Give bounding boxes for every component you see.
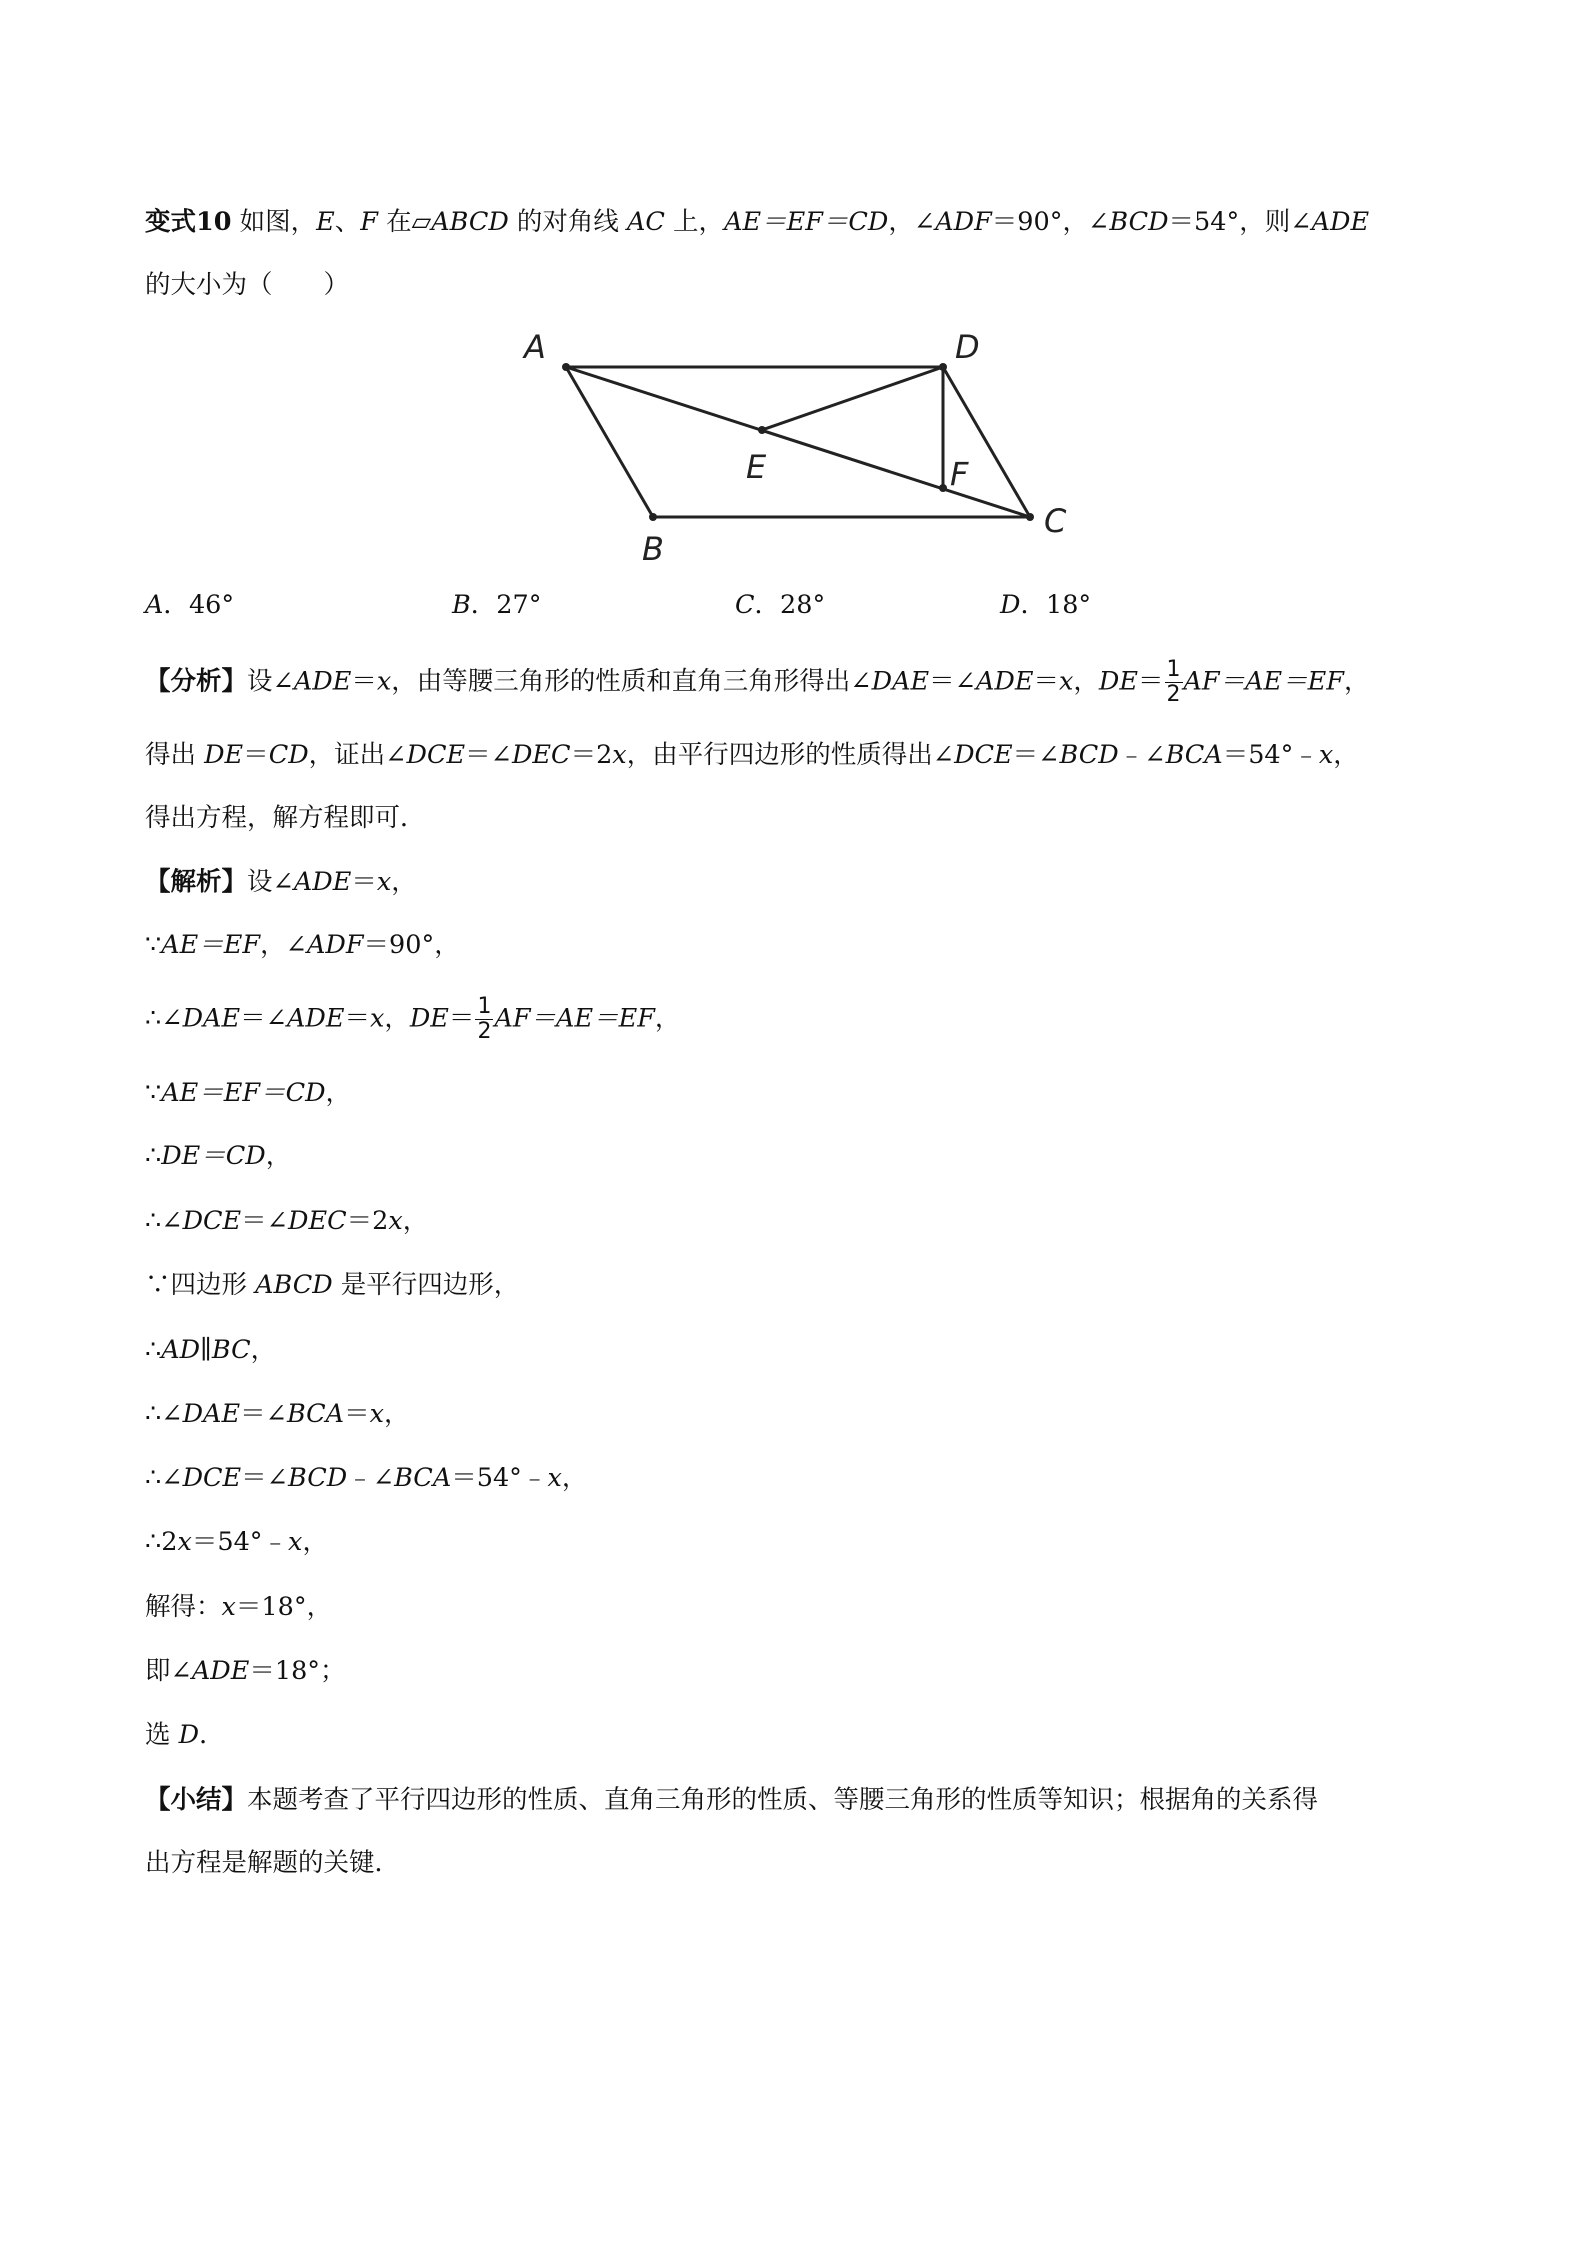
s-text: ＝∠ [240,1003,287,1034]
q-text: 如图， [239,207,317,237]
label-e: E [746,448,767,486]
s-text: 即∠ [145,1656,192,1686]
s-var: ADE [286,1003,345,1034]
a-var: DEC [511,740,571,770]
option-value: 46° [188,590,235,620]
a-text: ＝∠ [929,666,977,697]
q-var: AE＝EF＝CD [724,207,889,237]
s-text: ＝18°； [249,1656,346,1686]
option-d [1000,588,1091,622]
a-var: DCE [954,740,1013,770]
point-c [1026,513,1034,521]
s-var: x [288,1527,303,1557]
s-var: ADF [306,930,364,960]
s-text: ∴∠ [145,1463,183,1493]
s-var: DE [409,1003,449,1034]
label-f: F [950,455,969,493]
a-text: ﹣∠ [1118,740,1166,770]
parallelogram-icon: ▱ [411,207,432,237]
a-text: 得出 [145,740,205,770]
a-text: ，由平行四边形的性质得出∠ [626,740,955,770]
solution-line-6 [145,1204,428,1238]
s-var: AE＝EF＝CD [161,1078,326,1108]
s-text: ﹣∠ [347,1463,395,1493]
a-var: x [1059,666,1074,697]
option-sep: ． [1020,590,1046,620]
s-text: ∴ [145,1141,162,1171]
a-text: ，由等腰三角形的性质和直角三角形得出∠ [391,666,872,697]
a-var: x [612,740,627,770]
a-var: x [376,666,392,697]
s-text: ∵ [145,930,162,960]
s-text: ＝ [344,1003,370,1034]
solution-line-12 [145,1590,332,1624]
a-var: BCA [1165,740,1223,770]
s-text: ， [265,1141,292,1171]
s-var: BCA [394,1463,452,1493]
s-text: ＝54°﹣ [451,1463,548,1493]
s-text: ∴2 [145,1527,178,1557]
s-text: ， [325,1078,352,1108]
fraction-denominator: 2 [477,1019,492,1044]
s-text: ∴ [145,1335,162,1365]
point-a [562,363,570,371]
a-text: ＝∠ [465,740,512,770]
point-e [758,426,766,434]
s-text: ， [561,1463,588,1493]
s-var: AE＝EF [161,930,261,960]
s-var: ADE [293,867,352,897]
s-text: ＝ [351,867,377,897]
option-value: 18° [1045,590,1092,620]
solution-line-13 [145,1654,346,1688]
option-letter: C [735,590,755,620]
s-var: x [369,1399,384,1429]
s-text: 解得： [145,1592,222,1622]
a-text: ， [1333,740,1359,770]
s-text: ＝ [344,1399,370,1429]
q-text: ，∠ [888,207,936,237]
q-text: 上， [664,207,725,237]
point-d [939,363,947,371]
question-line-2: 的大小为（ ） [145,270,350,300]
s-var: x [369,1003,385,1034]
geometry-figure [500,310,1100,580]
option-sep: ． [470,590,497,620]
option-sep: ． [754,590,781,620]
solution-line-3 [145,995,680,1044]
s-text: ＝90°， [363,930,460,960]
a-text: ， [1343,666,1370,697]
segment-de [762,367,943,430]
s-var: ABCD [255,1270,333,1300]
s-var: BCA [286,1399,345,1429]
option-letter: B [452,590,471,620]
s-var: x [376,867,392,897]
point-f [939,484,947,492]
solution-line-1 [145,865,417,899]
a-var: x [1318,740,1334,770]
a-text: 设∠ [247,666,294,697]
label-a: A [524,328,546,366]
s-var: D [178,1720,200,1750]
s-text: ＝ [448,1003,475,1034]
s-var: DCE [182,1206,242,1236]
s-var: DAE [182,1399,241,1429]
solution-line-4 [145,1076,351,1110]
s-var: DAE [182,1003,241,1034]
s-var: DCE [182,1463,242,1493]
a-text: ＝ [1137,666,1164,697]
s-var: x [388,1206,403,1236]
option-sep: ． [163,590,189,620]
s-text: 设∠ [247,867,294,897]
q-text: ＝54°，则∠ [1168,207,1312,237]
s-var: DE＝CD [161,1141,266,1171]
s-text: ， [384,1399,410,1429]
label-d: D [955,328,980,366]
s-var: x [221,1592,236,1622]
a-text: ＝2 [570,740,613,770]
a-text: ，证出∠ [308,740,407,770]
a-text: ＝54°﹣ [1222,740,1319,770]
summary-tag: 【小结】 [145,1785,248,1815]
option-a [145,588,234,622]
q-text: 、 [334,207,361,237]
s-var: ADE [191,1656,250,1686]
s-text: ． [199,1720,225,1750]
q-var: BCD [1109,207,1169,237]
solution-line-9 [145,1397,410,1431]
option-letter: D [1000,590,1021,620]
a-var: DCE [406,740,466,770]
q-var: ADE [1311,207,1370,237]
s-text: ＝∠ [241,1463,289,1493]
option-letter: A [145,590,164,620]
q-text: ＝90°，∠ [991,207,1110,237]
point-b [649,513,657,521]
option-value: 28° [780,590,826,620]
label-c: C [1044,502,1067,540]
s-text: ， [402,1206,429,1236]
solution-line-8 [145,1333,276,1367]
s-text: ，∠ [260,930,307,960]
a-var: DE [204,740,244,770]
a-var: AF＝AE＝EF [1183,666,1344,697]
question-label: 变式10 [145,207,232,237]
q-text: 在 [377,207,412,237]
s-text: ， [654,1003,681,1034]
q-var: ADF [935,207,992,237]
s-text: ， [250,1335,277,1365]
q-text: 的对角线 [508,207,628,237]
s-var: x [547,1463,562,1493]
q-var: ABCD [431,207,509,237]
fraction-numerator: 1 [1166,657,1181,682]
solution-tag: 【解析】 [145,867,248,897]
s-var: AD∥BC [161,1335,251,1365]
fraction-half [475,995,493,1044]
option-value: 27° [496,590,542,620]
s-text: ， [391,867,417,897]
a-text: ＝∠ [1012,740,1060,770]
q-var: E [316,207,335,237]
s-text: ＝∠ [240,1399,287,1429]
solution-line-14 [145,1718,225,1752]
solution-line-7 [145,1268,519,1302]
s-text: ∵ [145,1078,162,1108]
q-var: AC [627,207,665,237]
s-var: x [177,1527,192,1557]
a-var: ADE [293,666,352,697]
a-text: ＝ [243,740,269,770]
a-var: DAE [871,666,930,697]
s-text: 是平行四边形， [332,1270,520,1300]
option-c [735,588,825,622]
solution-line-5 [145,1139,291,1173]
s-text: ， [384,1003,410,1034]
s-text: ＝2 [346,1206,389,1236]
summary-text: 本题考查了平行四边形的性质、直角三角形的性质、等腰三角形的性质等知识；根据角的关系得 [247,1785,1319,1815]
solution-line-10 [145,1461,587,1495]
analysis-line-3: 得出方程，解方程即可． [145,803,426,833]
s-text: ＝18°， [235,1592,333,1622]
solution-line-2 [145,928,460,962]
s-text: ， [302,1527,328,1557]
s-text: ＝54°﹣ [191,1527,289,1557]
label-b: B [642,530,664,568]
a-var: BCD [1059,740,1119,770]
a-var: ADE [976,666,1034,697]
s-text: ∴∠ [145,1003,183,1034]
s-text: ∴∠ [145,1399,183,1429]
summary-line-1 [145,1783,1318,1817]
s-var: BCD [288,1463,348,1493]
analysis-line-1 [145,658,1369,707]
a-text: ＝ [351,666,377,697]
s-var: AF＝AE＝EF [494,1003,655,1034]
s-text: ＝∠ [241,1206,289,1236]
question-line-1 [145,205,1369,239]
a-text: ＝ [1033,666,1060,697]
s-text: ∵四边形 [145,1270,256,1300]
analysis-line-2 [145,738,1359,772]
fraction-denominator: 2 [1166,682,1181,707]
diagonal-ac [566,367,1030,517]
fraction-half [1165,658,1183,707]
a-var: DE [1098,666,1138,697]
a-text: ， [1073,666,1099,697]
a-var: CD [268,740,309,770]
analysis-tag: 【分析】 [145,666,248,697]
s-text: ∴∠ [145,1206,183,1236]
fraction-numerator: 1 [477,994,492,1019]
summary-line-2: 出方程是解题的关键． [145,1848,401,1878]
solution-line-11 [145,1525,328,1559]
q-var: F [360,207,378,237]
option-b [452,588,541,622]
s-var: DEC [288,1206,347,1236]
s-text: 选 [145,1720,179,1750]
